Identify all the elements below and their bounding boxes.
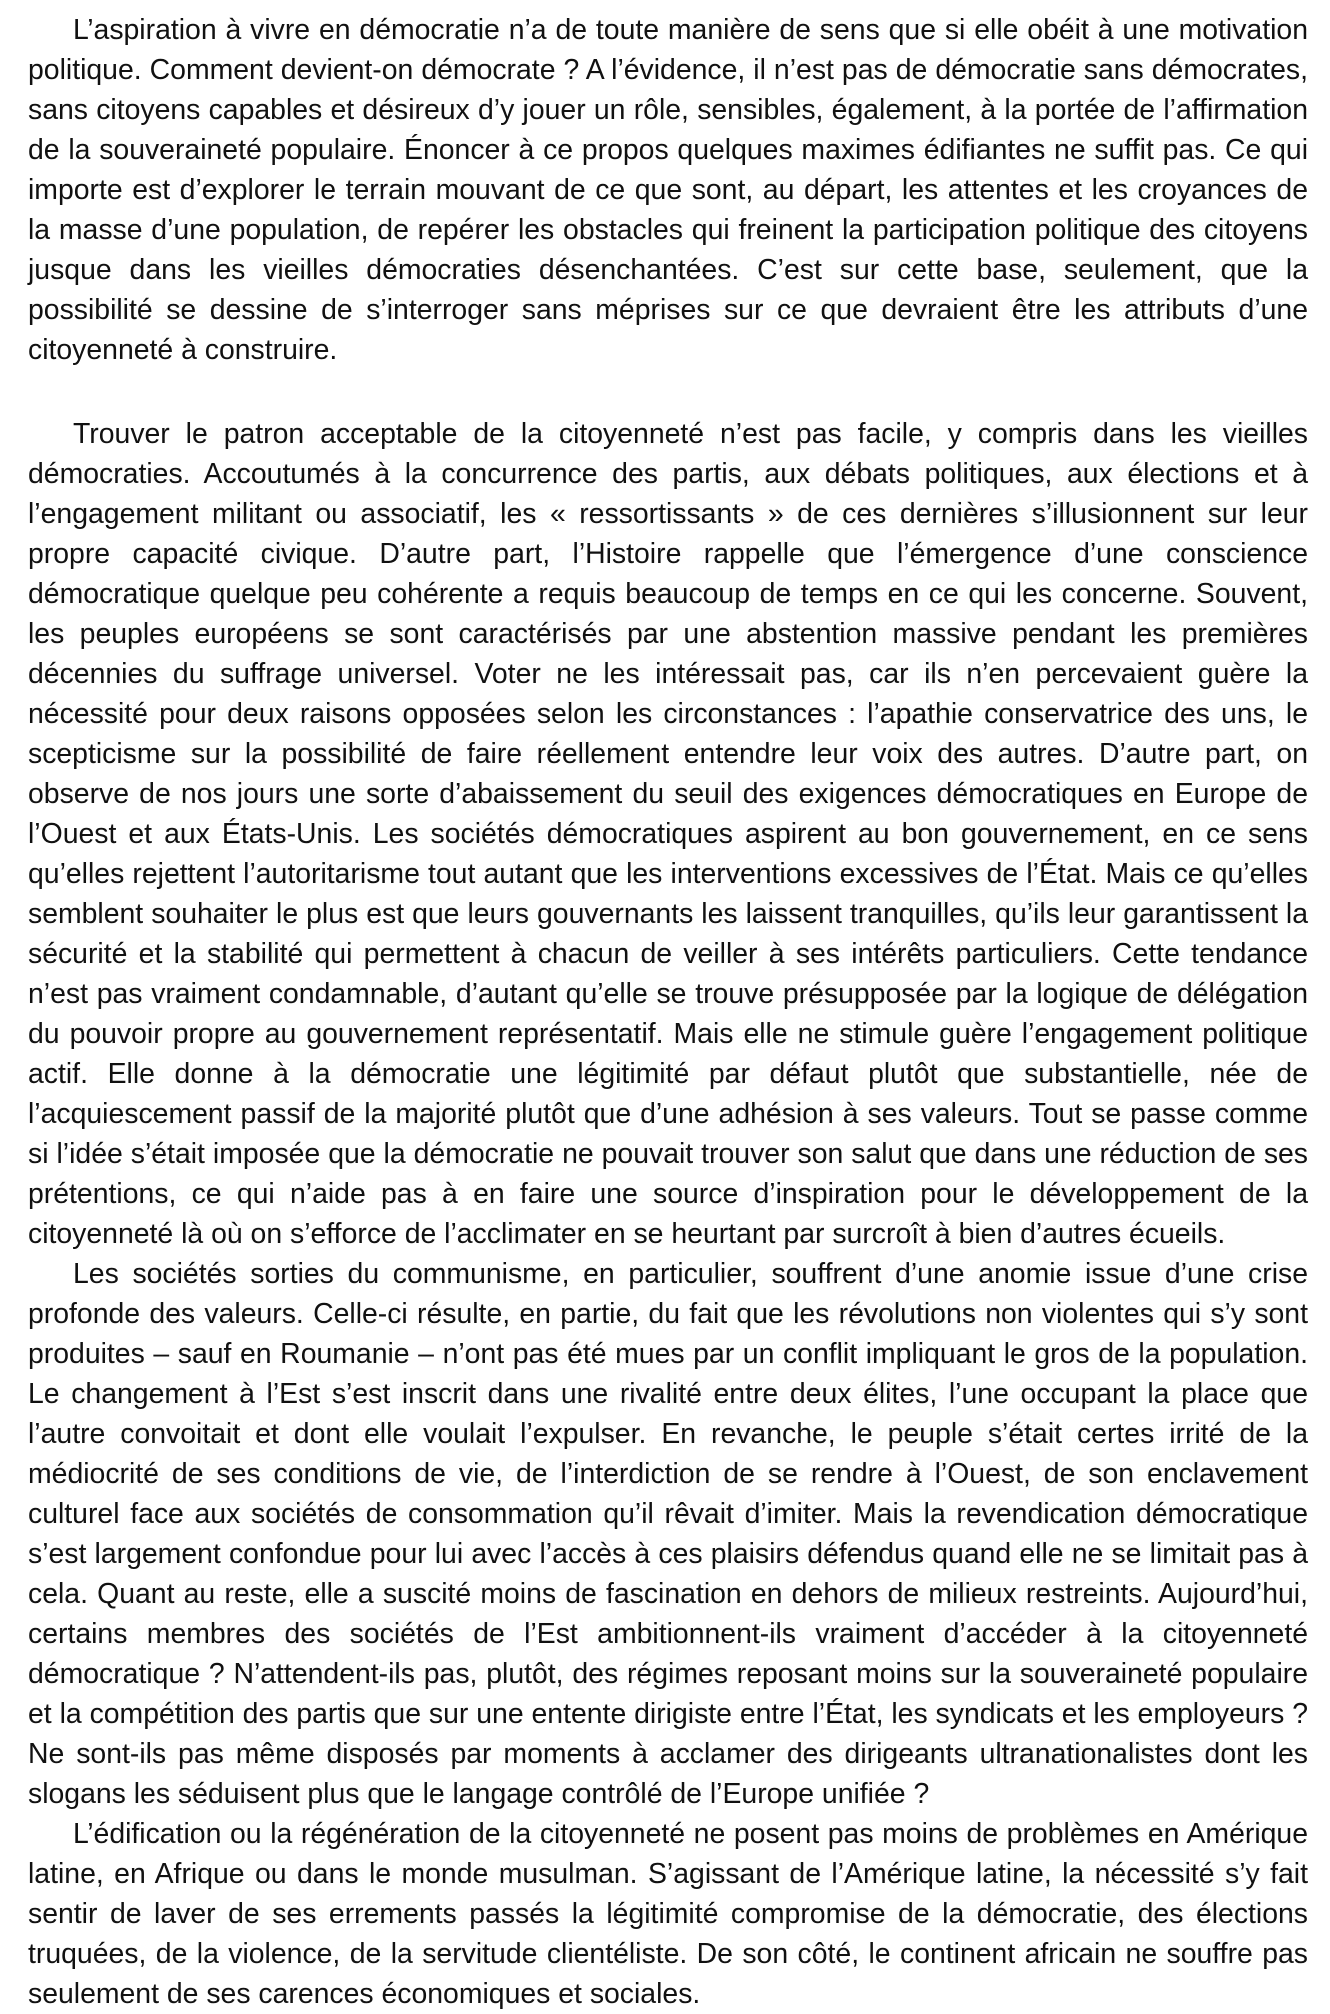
paragraph-4: L’édification ou la régénération de la citoyenneté ne posent pas moins de problèmes en Amérique latine, en Afrique ou dans le monde musulman. S’agissant de l’Amérique latine, la nécessité s’y fait sentir de laver de ses errements passés la légitimité compromise de la démocratie, des élections truquées, de la violence, de la servitude clientéliste. De son côté, le continent africain ne souffre pas seulement de ses carences économiques et sociales.: [28, 1818, 1308, 2010]
paragraph-1: L’aspiration à vivre en démocratie n’a de toute manière de sens que si elle obéit à une motivation politique. Comment devient-on démocrate ? A l’évidence, il n’est pas de démocratie sans démocrates, sans citoyens capables et désireux d’y jouer un rôle, sensibles, également, à la portée de l’affirmation de la souveraineté populaire. Énoncer à ce propos quelques maximes édifiantes ne suffit pas. Ce qui importe est d’explorer le terrain mouvant de ce que sont, au départ, les attentes et les croyances de la masse d’une population, de repérer les obstacles qui freinent la participation politique des citoyens jusque dans les vieilles démocraties désenchantées. C’est sur cette base, seulement, que la possibilité se dessine de s’interroger sans méprises sur ce que devraient être les attributs d’une citoyenneté à construire.: [28, 14, 1308, 366]
paragraph-3: Les sociétés sorties du communisme, en particulier, souffrent d’une anomie issue d’une crise profonde des valeurs. Celle-ci résulte, en partie, du fait que les révolutions non violentes qui s’y sont produites – sauf en Roumanie – n’ont pas été mues par un conflit impliquant le gros de la population. Le changement à l’Est s’est inscrit dans une rivalité entre deux élites, l’une occupant la place que l’autre convoitait et dont elle voulait l’expulser. En revanche, le peuple s’était certes irrité de la médiocrité de ses conditions de vie, de l’interdiction de se rendre à l’Ouest, de son enclavement culturel face aux sociétés de consommation qu’il rêvait d’imiter. Mais la revendication démocratique s’est largement confondue pour lui avec l’accès à ces plaisirs défendus quand elle ne se limitait pas à cela. Quant au reste, elle a suscité moins de fascination en dehors de milieux restreints. Aujourd’hui, certains membres des sociétés de l’Est ambitionnent-ils vraiment d’accéder à la citoyenneté démocratique ? N’attendent-ils pas, plutôt, des régimes reposant moins sur la souveraineté populaire et la compétition des partis que sur une entente dirigiste entre l’État, les syndicats et les employeurs ? Ne sont-ils pas même disposés par moments à acclamer des dirigeants ultranationalistes dont les slogans les séduisent plus que le langage contrôlé de l’Europe unifiée ?: [28, 1258, 1308, 1810]
paragraph-2: Trouver le patron acceptable de la citoyenneté n’est pas facile, y compris dans les vieilles démocraties. Accoutumés à la concurrence des partis, aux débats politiques, aux élections et à l’engagement militant ou associatif, les « ressortissants » de ces dernières s’illusionnent sur leur propre capacité civique. D’autre part, l’Histoire rappelle que l’émergence d’une conscience démocratique quelque peu cohérente a requis beaucoup de temps en ce qui les concerne. Souvent, les peuples européens se sont caractérisés par une abstention massive pendant les premières décennies du suffrage universel. Voter ne les intéressait pas, car ils n’en percevaient guère la nécessité pour deux raisons opposées selon les circonstances : l’apathie conservatrice des uns, le scepticisme sur la possibilité de faire réellement entendre leur voix des autres. D’autre part, on observe de nos jours une sorte d’abaissement du seuil des exigences démocratiques en Europe de l’Ouest et aux États-Unis. Les sociétés démocratiques aspirent au bon gouvernement, en ce sens qu’elles rejettent l’autoritarisme tout autant que les interventions excessives de l’État. Mais ce qu’elles semblent souhaiter le plus est que leurs gouvernants les laissent tranquilles, qu’ils leur garantissent la sécurité et la stabilité qui permettent à chacun de veiller à ses intérêts particuliers. Cette tendance n’est pas vraiment condamnable, d’autant qu’elle se trouve présupposée par la logique de délégation du pouvoir propre au gouvernement représentatif. Mais elle ne stimule guère l’engagement politique actif. Elle donne à la démocratie une légitimité par défaut plutôt que substantielle, née de l’acquiescement passif de la majorité plutôt que d’une adhésion à ses valeurs. Tout se passe comme si l’idée s’était imposée que la démocratie ne pouvait trouver son salut que dans une réduction de ses prétentions, ce qui n’aide pas à en faire une source d’inspiration pour le développement de la citoyenneté là où on s’efforce de l’acclimater en se heurtant par surcroît à bien d’autres écueils.: [28, 418, 1308, 1250]
